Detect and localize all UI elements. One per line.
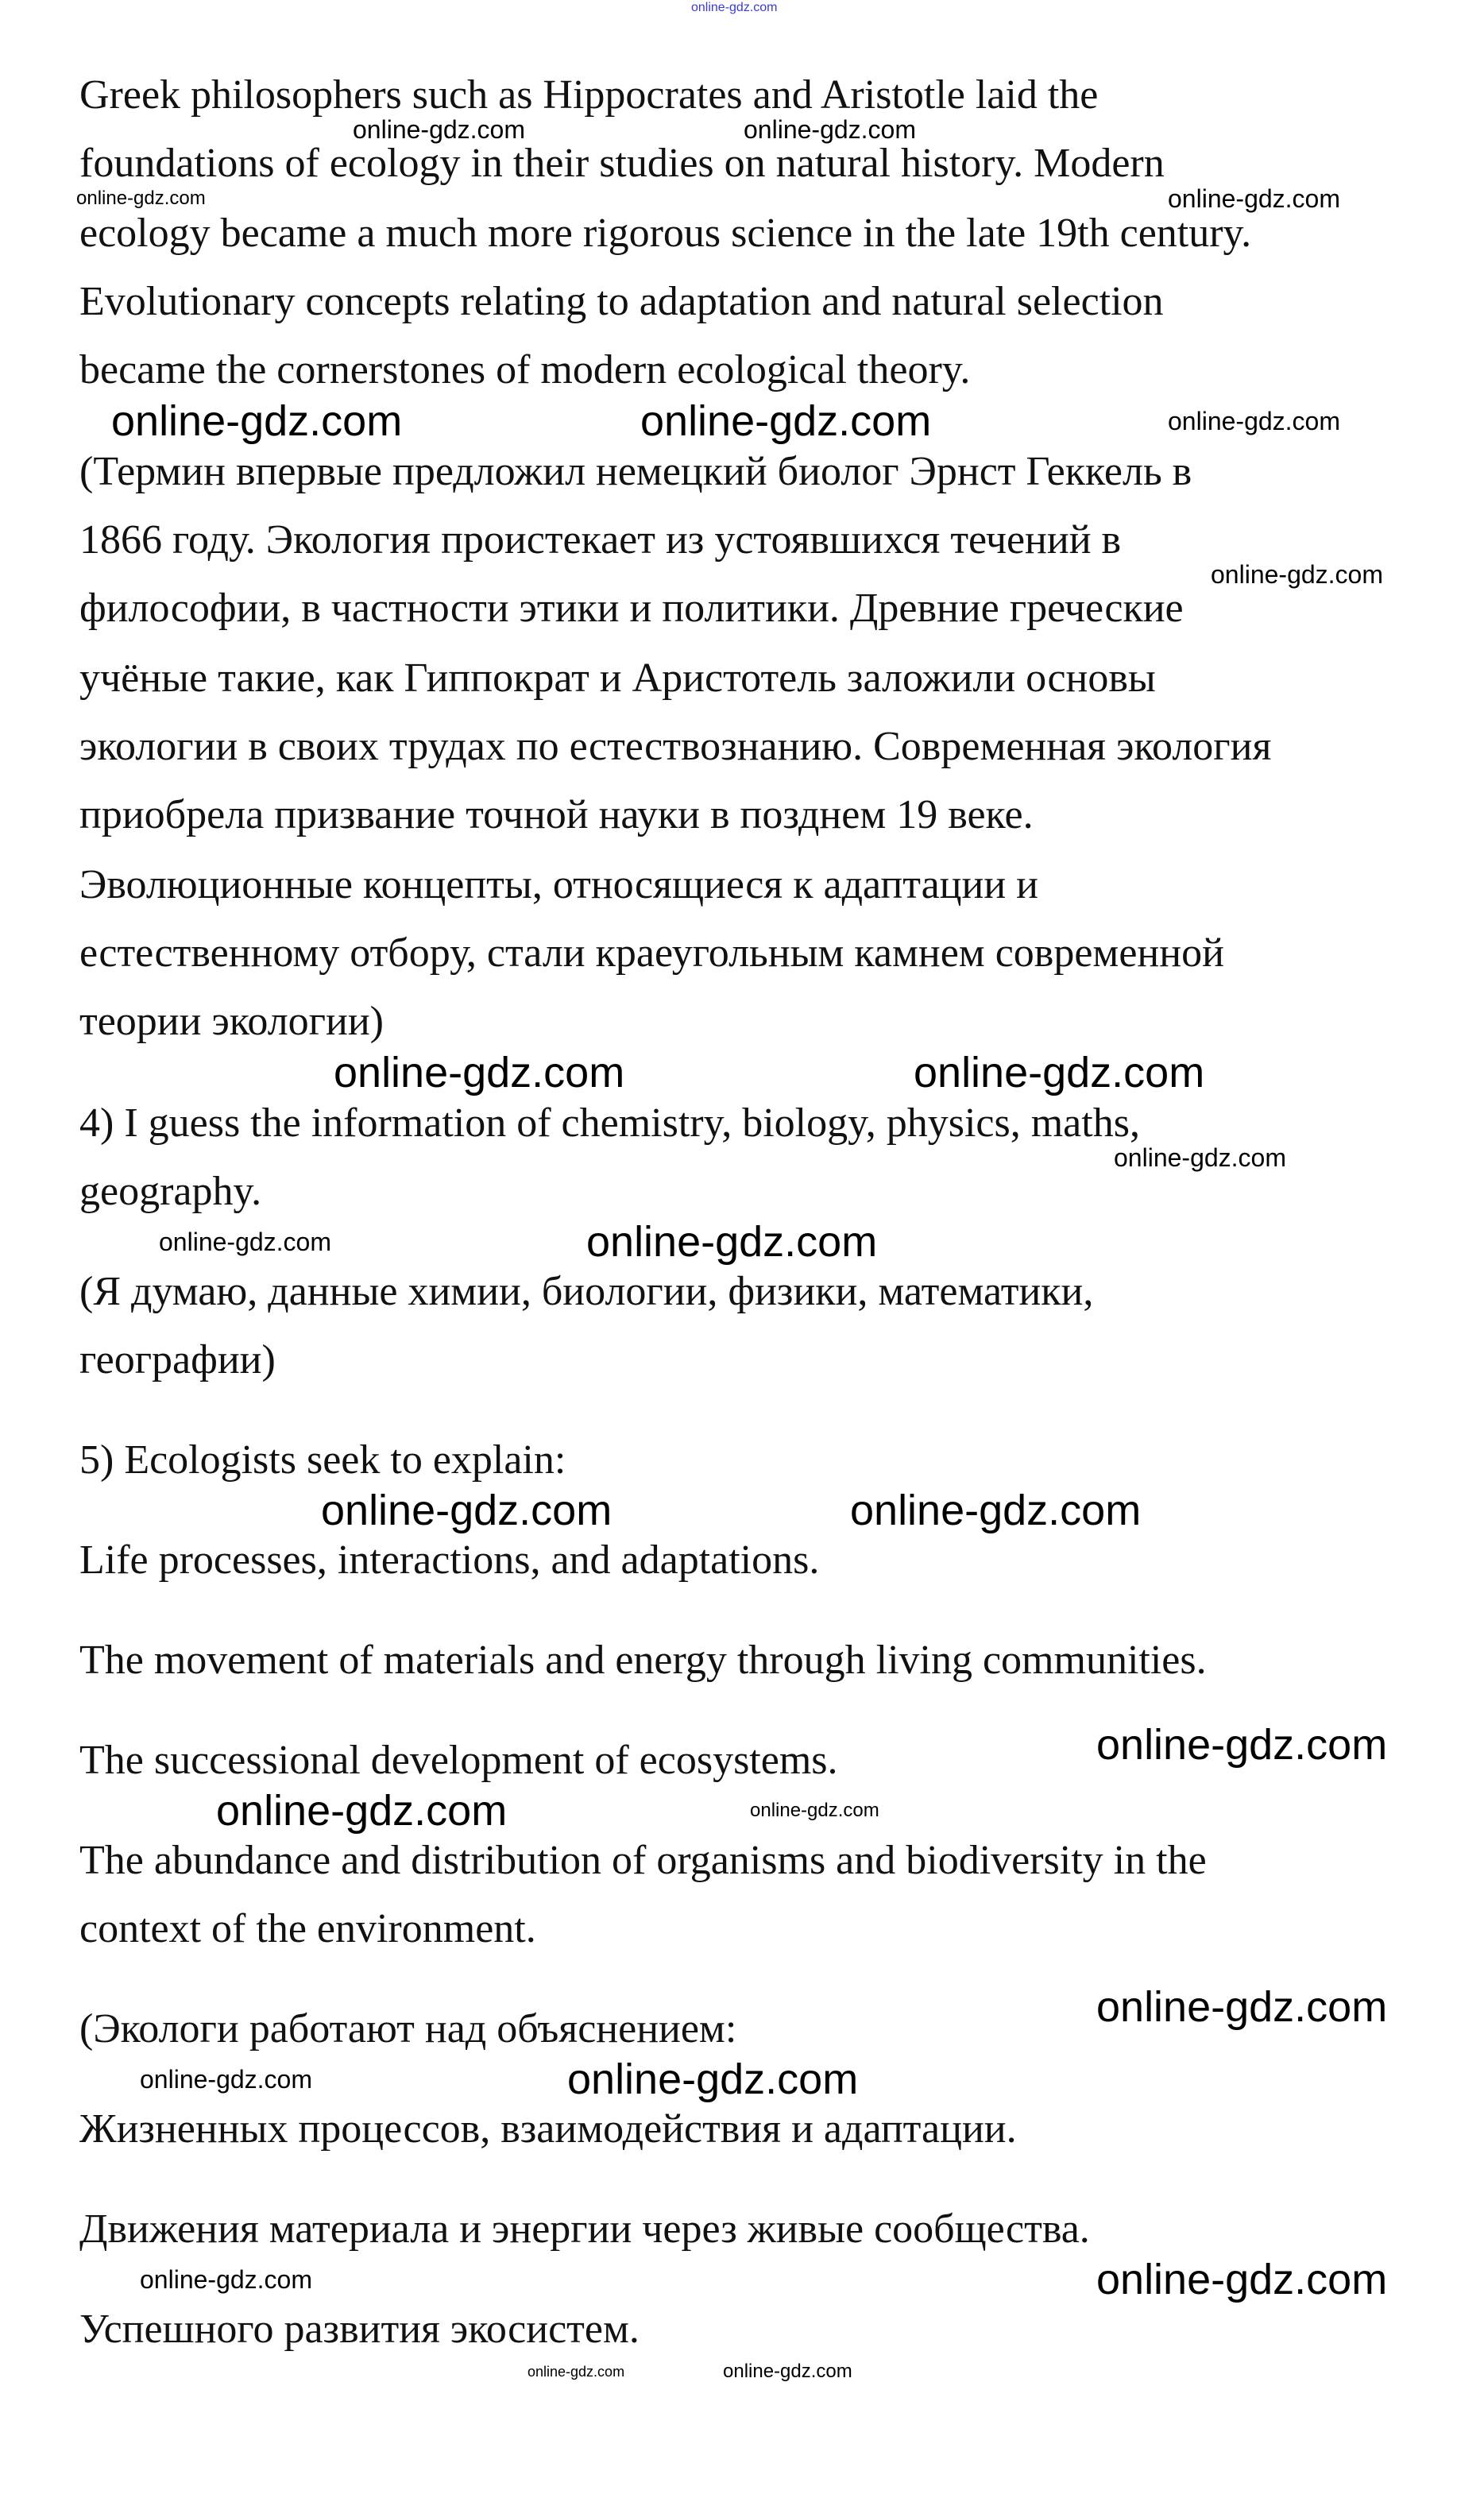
watermark: online-gdz.com xyxy=(321,1487,613,1534)
text-line: Greek philosophers such as Hippocrates and Aristotle laid the xyxy=(79,72,1099,118)
watermark: online-gdz.com xyxy=(140,2265,312,2294)
watermark: online-gdz.com xyxy=(750,1800,879,1821)
text-line: The movement of materials and energy through living communities. xyxy=(79,1638,1207,1683)
text-line: теории экологии) xyxy=(79,999,384,1044)
watermark: online-gdz.com xyxy=(1168,184,1340,213)
text-line: The successional development of ecosystems. xyxy=(79,1738,838,1783)
watermark: online-gdz.com xyxy=(1096,1721,1388,1769)
text-line: The abundance and distribution of organisms and biodiversity in the xyxy=(79,1838,1207,1883)
text-line: (Экологи работают над объяснением: xyxy=(79,2006,737,2051)
watermark: online-gdz.com xyxy=(334,1049,625,1096)
watermark: online-gdz.com xyxy=(1096,2256,1388,2303)
text-line: Успешного развития экосистем. xyxy=(79,2307,640,2352)
watermark: online-gdz.com xyxy=(640,397,932,445)
text-line: became the cornerstones of modern ecological theory. xyxy=(79,347,971,393)
text-line: географии) xyxy=(79,1337,276,1382)
text-line: 1866 году. Экология проистекает из устоявшихся течений в xyxy=(79,517,1122,563)
text-line: (Я думаю, данные химии, биологии, физики, математики, xyxy=(79,1269,1094,1314)
watermark: online-gdz.com xyxy=(914,1049,1205,1096)
text-line: Эволюционные концепты, относящиеся к адаптации и xyxy=(79,862,1038,907)
watermark: online-gdz.com xyxy=(1096,1983,1388,2031)
watermark: online-gdz.com xyxy=(723,2361,852,2382)
watermark: online-gdz.com xyxy=(567,2055,859,2103)
watermark: online-gdz.com xyxy=(159,1228,331,1256)
watermark: online-gdz.com xyxy=(76,188,206,209)
text-line: context of the environment. xyxy=(79,1906,536,1951)
watermark: online-gdz.com xyxy=(691,1,778,14)
text-line: Evolutionary concepts relating to adaptation and natural selection xyxy=(79,279,1164,324)
watermark: online-gdz.com xyxy=(528,2364,625,2380)
watermark: online-gdz.com xyxy=(216,1787,508,1835)
watermark: online-gdz.com xyxy=(111,397,403,445)
text-line: geography. xyxy=(79,1169,262,1214)
text-line: учёные такие, как Гиппократ и Аристотель заложили основы xyxy=(79,655,1156,701)
text-line: экологии в своих трудах по естествознанию. Современная экология xyxy=(79,724,1272,769)
text-line: 4) I guess the information of chemistry, biology, physics, maths, xyxy=(79,1100,1140,1146)
text-line: Жизненных процессов, взаимодействия и адаптации. xyxy=(79,2106,1017,2152)
text-line: приобрела призвание точной науки в позднем 19 веке. xyxy=(79,792,1034,837)
watermark: online-gdz.com xyxy=(850,1487,1142,1534)
watermark: online-gdz.com xyxy=(744,115,916,144)
watermark: online-gdz.com xyxy=(1114,1143,1286,1172)
text-line: философии, в частности этики и политики. Древние греческие xyxy=(79,586,1184,631)
text-line: Life processes, interactions, and adaptations. xyxy=(79,1537,820,1583)
text-line: foundations of ecology in their studies on natural history. Modern xyxy=(79,141,1165,186)
text-line: (Термин впервые предложил немецкий биолог Эрнст Геккель в xyxy=(79,449,1192,494)
text-line: 5) Ecologists seek to explain: xyxy=(79,1437,566,1483)
watermark: online-gdz.com xyxy=(140,2065,312,2094)
text-line: естественному отбору, стали краеугольным камнем современной xyxy=(79,930,1224,976)
text-line: ecology became a much more rigorous science in the late 19th century. xyxy=(79,211,1252,256)
watermark: online-gdz.com xyxy=(586,1218,878,1266)
text-line: Движения материала и энергии через живые сообщества. xyxy=(79,2206,1090,2252)
watermark: online-gdz.com xyxy=(1168,407,1340,435)
watermark: online-gdz.com xyxy=(353,115,525,144)
watermark: online-gdz.com xyxy=(1211,560,1383,589)
